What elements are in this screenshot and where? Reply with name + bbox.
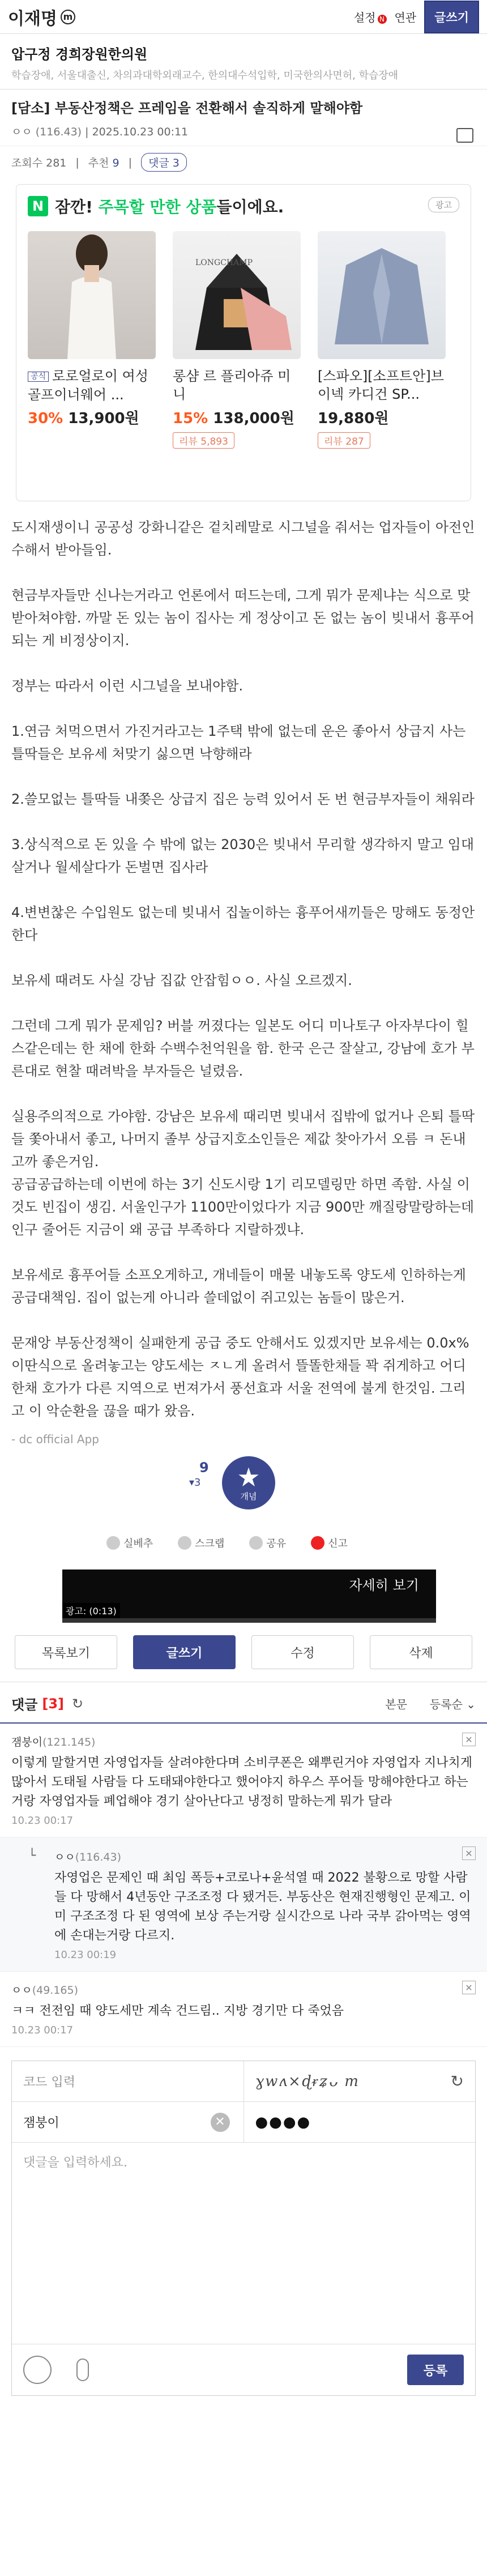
comment-text: 자영업은 문제인 때 최임 폭등+코로나+윤석열 때 2022 불황으로 망할 사람들 다 망해서 4년동안 구조조정 다 됐거든. 부동산은 현재진행형인 문제고. 이미 구조조정 다 된 영역에 보상 주는거랑 실시간으로 나라 국부 갉아먹는 영역에 손대는거랑 다르지. (54, 1871, 471, 1943)
shopping-ad (16, 184, 471, 501)
gallery-header (0, 34, 487, 89)
review-badge: 리뷰 5,893 (173, 432, 234, 449)
comment-ip: (49.165) (32, 1984, 79, 1997)
body-paragraph: 4.변변찮은 수입원도 없는데 빚내서 집놀이하는 흉푸어새끼들은 망해도 동정안한다 (11, 905, 475, 943)
captcha-image (244, 2061, 476, 2101)
body-paragraph: 문재앙 부동산정책이 실패한게 공급 중도 안해서도 있겠지만 보유세는 0.0x% 이딴식으로 올려놓고는 양도세는 ㅈㄴ게 올려서 뜰똘한채들 꽉 쥐게하고 어디 한채 호가가 다른 지역으로 번져가서 풍선효과 서울 전역에 불게 한것임. 그리고 이 악순환을 끊을 때가 왔음. (11, 1335, 469, 1419)
comment-text: 이렇게 말할거면 자영업자들 살려야한다며 소비쿠폰은 왜뿌린거야 자영업자 지나치게 많아서 도태될 사람들 다 도태돼야한다고 했어야지 하우스 푸어들 망해야한다고 하는거랑 자영업자들 폐업해야 경기 살아난다고 냉정히 말하는게 뭐가 달라 (11, 1756, 473, 1809)
official-badge: 공식 (28, 372, 49, 382)
body-paragraph: 보유세 때려도 사실 강남 집값 안잡힘ㅇㅇ. 사실 오르겠지. (11, 973, 352, 988)
video-ad-timer: 광고: (0:13) (62, 1603, 120, 1618)
comment-date: 10.23 00:19 (54, 1949, 117, 1961)
post-date: 2025.10.23 00:11 (92, 126, 189, 138)
reply-arrow-icon: └ (28, 1849, 36, 1863)
video-progress (62, 1618, 436, 1623)
post-ip: (116.43) (35, 126, 82, 138)
star-label: 개념 (240, 1491, 257, 1502)
clear-nickname-icon[interactable]: ✕ (211, 2113, 230, 2132)
post-button-row (0, 1623, 487, 1682)
product-card[interactable] (28, 231, 156, 449)
body-paragraph: 현금부자들만 신나는거라고 언론에서 떠드는데, 그게 뭐가 문제냐는 식으로 맞받아쳐야함. 까말 돈 있는 놈이 집사는 게 정상이고 돈 없는 놈이 빚내서 흉푸어되는 게 비정상이지. (11, 587, 475, 649)
write-button-top[interactable]: 글쓰기 (424, 1, 479, 33)
add-favorite-icon[interactable] (456, 128, 473, 143)
recommend-label: 추천 (88, 157, 109, 169)
gallery-brand[interactable] (8, 5, 75, 29)
comment-date: 10.23 00:17 (11, 2024, 74, 2036)
body-paragraph: 보유세로 흉푸어들 소프오게하고, 개네들이 매물 내놓도록 양도세 인하하는게 공급대책임. 집이 없는게 아니라 쓸데없이 쥐고있는 놈들이 많은거. (11, 1267, 466, 1306)
post-author[interactable]: ㅇㅇ (11, 126, 32, 138)
refresh-icon[interactable]: ↻ (72, 1695, 84, 1712)
ad-label: 광고 (428, 197, 459, 212)
comment-nick[interactable]: ㅇㅇ (11, 1984, 32, 1997)
comment-date: 10.23 00:17 (11, 1815, 74, 1827)
delete-comment-icon[interactable]: ✕ (462, 1846, 476, 1860)
recommend-star-button[interactable] (222, 1456, 275, 1509)
body-paragraph: 공급공급하는데 이번에 하는 3기 신도시랑 1기 리모델링만 하면 족함. 사실 이것도 빈집이 생김. 서울인구가 1100만이었다가 지금 900만 깨질랑말랑하는데 인구 줄어든 지금이 왜 공급 부족하다 지랄하겠냐. (11, 1176, 475, 1238)
body-paragraph: 2.쓸모없는 틀딱들 내쫒은 상급지 집은 능력 있어서 돈 번 현금부자들이 채워라 (11, 791, 475, 807)
settings-link[interactable] (354, 8, 387, 25)
brand-name: 이재명 (8, 8, 57, 29)
product-card[interactable] (173, 231, 301, 449)
password-field[interactable] (244, 2102, 476, 2142)
product-name: 롱샴 르 플리아쥬 미니 (173, 368, 291, 402)
product-card[interactable] (318, 231, 446, 449)
comment-text: ㅋㅋ 전전임 때 양도세만 계속 건드림.. 지방 경기만 다 죽었음 (11, 2004, 344, 2018)
refresh-captcha-icon[interactable]: ↻ (450, 2072, 464, 2091)
submit-comment-button[interactable]: 등록 (407, 2355, 464, 2385)
related-link[interactable]: 연관 (394, 11, 417, 24)
recommend-down-count: 3 (194, 1477, 201, 1489)
best-recommend-button[interactable] (106, 1536, 153, 1550)
body-paragraph: 3.상식적으로 돈 있을 수 밖에 없는 2030은 빚내서 무리할 생각하지 말고 임대살거나 월세살다가 돈벌면 집사라 (11, 837, 475, 875)
sort-body-link[interactable]: 본문 (385, 1698, 407, 1711)
video-ad[interactable] (62, 1570, 436, 1618)
comment-form (11, 2061, 476, 2396)
recommend-area (0, 1451, 487, 1570)
comment-nick[interactable]: ㅇㅇ (54, 1851, 75, 1863)
sort-order-select[interactable] (430, 1695, 476, 1712)
product-discount: 15% (173, 410, 208, 427)
comment-item (0, 1972, 487, 2047)
body-paragraph: 그런데 그게 뭐가 문제임? 버블 꺼졌다는 일본도 어디 미나토구 아자부다이 힐스같은데는 한 채에 한화 수백수천억원을 함. 한국 은근 잘살고, 강남에 호가 부른대로 현찰 때려박을 부자들은 널렸음. (11, 1018, 475, 1079)
body-paragraph: 도시재생이니 공공성 강화니같은 겉치레말로 시그널을 줘서는 업자들이 아전인수해서 받아들임. (11, 519, 475, 558)
best-label: 실베추 (123, 1538, 153, 1550)
post-actions (106, 1536, 348, 1550)
edit-button[interactable]: 수정 (251, 1635, 354, 1669)
ad-headline-prefix: 잠깐! (55, 198, 93, 216)
recommend-up-count: 9 (199, 1460, 209, 1475)
review-badge: 리뷰 287 (318, 432, 370, 449)
video-more-link[interactable]: 자세히 보기 (349, 1577, 419, 1593)
recommend-count: 9 (112, 157, 119, 169)
body-paragraph: 실용주의적으로 가야함. 강남은 보유세 때리면 빚내서 집밖에 없거나 은퇴 틀딱들 쫓아내서 좋고, 나머지 졸부 상급지호소인들은 제값 찾아가서 오름 ㅋ 돈내고까 좋은거임. (11, 1108, 475, 1170)
scrap-button[interactable] (178, 1536, 224, 1550)
comments-count: [3] (42, 1695, 65, 1712)
product-image (318, 231, 446, 359)
naver-logo-icon: N (28, 196, 48, 216)
comments-header (0, 1682, 487, 1724)
comment-item (0, 1724, 487, 1837)
captcha-code-input[interactable]: 코드 입력 (23, 2075, 76, 2089)
post-title: [담소] 부동산정책은 프레임을 전환해서 솔직하게 말해야함 (11, 100, 363, 116)
product-price: 138,000원 (213, 410, 294, 427)
delete-comment-icon[interactable]: ✕ (462, 1981, 476, 1994)
product-price: 19,880원 (318, 410, 389, 427)
delete-comment-icon[interactable]: ✕ (462, 1733, 476, 1746)
share-label: 공유 (266, 1538, 287, 1550)
chevron-down-icon: ⌄ (466, 1698, 476, 1711)
views-count: 281 (46, 157, 67, 169)
minor-gallery-badge: m (61, 10, 75, 24)
reply-count-pill[interactable]: 댓글 3 (141, 153, 187, 172)
nickname-value: 잼붕이 (23, 2116, 59, 2130)
list-button[interactable]: 목록보기 (15, 1635, 117, 1669)
b-icon (106, 1536, 120, 1550)
gallery-subtitle: 학습장애, 서울대출신, 차의과대학외래교수, 한의대수석입학, 미국한의사면허, 학습장애 (11, 70, 399, 82)
comments-title: 댓글 (11, 1697, 38, 1713)
siren-icon (311, 1536, 324, 1550)
dccon-emoji-icon[interactable] (23, 2356, 52, 2384)
ad-headline (28, 195, 459, 217)
post-counts: 조회수 281 | 추천 9 | 댓글 3 (0, 146, 487, 178)
ad-headline-suffix: 들이에요. (216, 198, 284, 216)
write-button[interactable]: 글쓰기 (133, 1635, 236, 1669)
sort-order-label: 등록순 (429, 1698, 463, 1711)
mic-icon[interactable] (76, 2359, 89, 2381)
scrap-label: 스크랩 (195, 1538, 225, 1550)
post-body (0, 501, 487, 1451)
product-name: [스파오][소프트안]브이넥 카디건 SP... (318, 368, 444, 402)
settings-label: 설정 (353, 11, 376, 24)
product-image (173, 231, 301, 359)
body-paragraph: 1.연금 처먹으면서 가진거라고는 1주택 밖에 없는데 운은 좋아서 상급지 사는 틀딱들은 보유세 처맞기 싫으면 낙향해라 (11, 723, 466, 762)
comment-textarea[interactable]: 댓글을 입력하세요. (12, 2143, 475, 2344)
gallery-title[interactable]: 압구정 경희장원한의원 (11, 46, 148, 62)
app-signature: - dc official App (11, 1432, 99, 1446)
password-value: ●●●● (255, 2113, 311, 2131)
comment-reply (0, 1837, 487, 1972)
nickname-field[interactable] (12, 2102, 244, 2142)
delete-button[interactable]: 삭제 (370, 1635, 472, 1669)
share-button[interactable] (249, 1536, 286, 1550)
plus-icon (178, 1536, 191, 1550)
comment-ip: (116.43) (75, 1851, 122, 1863)
star-icon: ★ (237, 1461, 260, 1492)
comment-ip: (121.145) (42, 1736, 96, 1748)
new-badge: N (378, 15, 387, 24)
product-price: 13,900원 (68, 410, 139, 427)
views-label: 조회수 (11, 157, 43, 169)
report-button[interactable] (311, 1536, 348, 1550)
product-name: 로로얼로이 여성 골프이너웨어 ... (28, 368, 148, 403)
comment-nick[interactable]: 잼붕이 (11, 1736, 43, 1748)
share-icon (249, 1536, 263, 1550)
body-paragraph: 정부는 따라서 이런 시그널을 보내야함. (11, 678, 244, 694)
ad-headline-green: 주목할 만한 상품 (98, 198, 217, 216)
report-label: 신고 (328, 1538, 348, 1550)
recommend-down[interactable]: ▾3 (189, 1477, 201, 1489)
post-meta: ㅇㅇ (116.43) | 2025.10.23 00:11 (11, 126, 189, 138)
captcha-text: ɣwʌ×ɖᵲʑᴗ m (255, 2072, 360, 2090)
top-bar (0, 0, 487, 34)
post-header (0, 89, 487, 146)
svg-text:LONGCHAMP: LONGCHAMP (195, 258, 253, 267)
product-discount: 30% (28, 410, 63, 427)
product-image (28, 231, 156, 359)
